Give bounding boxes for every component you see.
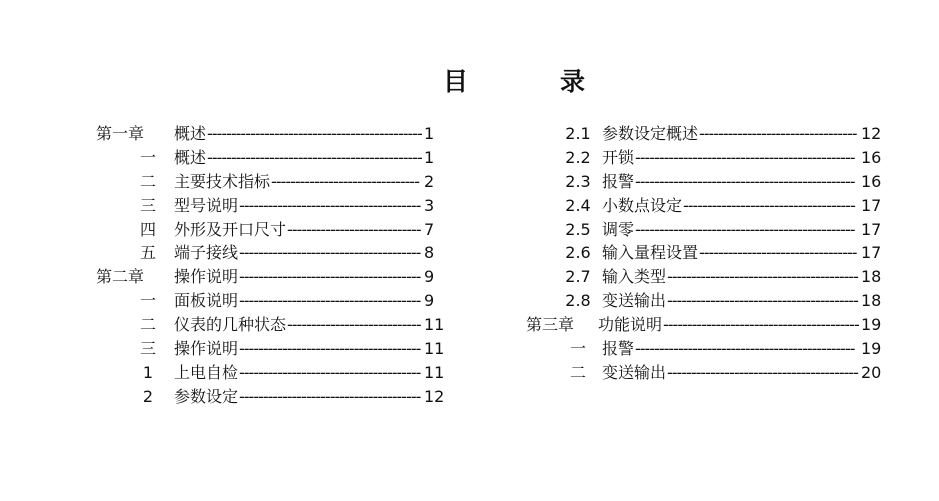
toc-chapter-label: 第三章: [526, 315, 575, 335]
toc-page-number: 17: [861, 219, 882, 239]
toc-leader: -------------------------------: [271, 171, 419, 191]
toc-section-number: 2.2: [565, 147, 591, 167]
toc-title-right: 录: [560, 67, 586, 96]
toc-section-number: 2.4: [565, 195, 591, 215]
toc-entry[interactable]: [526, 361, 886, 385]
toc-leader: ----------------------------------------: [667, 267, 858, 287]
toc-entry-title: 参数设定: [174, 386, 239, 406]
toc-section-number: 二: [569, 362, 586, 382]
toc-page-number: 12: [861, 124, 882, 143]
toc-page-number: 19: [861, 315, 882, 335]
toc-leader: ----------------------------------------------: [635, 147, 855, 167]
toc-leader: --------------------------------------: [239, 291, 421, 311]
toc-entry-title: 输入量程设置: [602, 243, 699, 263]
toc-page-number: 20: [861, 362, 882, 382]
toc-section-number: 一: [139, 291, 156, 311]
toc-page-number: 11: [424, 362, 445, 382]
toc-page-number: 2: [424, 171, 435, 191]
toc-page-number: 18: [861, 267, 882, 287]
toc-page-number: 16: [861, 171, 882, 191]
toc-page-number: 17: [861, 195, 882, 215]
toc-entry-title: 外形及开口尺寸: [174, 219, 287, 239]
toc-title: [0, 62, 939, 96]
toc-entry[interactable]: [526, 122, 886, 146]
toc-page-number: 1: [424, 147, 435, 167]
toc-page-number: 9: [424, 291, 435, 311]
toc-entry[interactable]: [96, 265, 446, 289]
toc-entry[interactable]: [96, 385, 446, 409]
toc-entry[interactable]: [96, 361, 446, 385]
toc-leader: --------------------------------------: [239, 362, 421, 382]
toc-leader: ------------------------------------: [683, 195, 855, 215]
toc-entry[interactable]: [526, 313, 886, 337]
toc-leader: --------------------------------------: [239, 267, 421, 287]
toc-page-number: 11: [424, 339, 445, 359]
toc-page-number: 19: [861, 339, 882, 359]
toc-page-number: 11: [424, 315, 445, 335]
toc-entry-title: 主要技术指标: [174, 171, 271, 191]
toc-section-number: 2: [142, 386, 154, 406]
toc-entry-title: 端子接线: [174, 243, 239, 263]
toc-entry-title: 变送输出: [602, 291, 667, 311]
toc-leader: ----------------------------------------------: [635, 339, 855, 359]
toc-entry[interactable]: [96, 337, 446, 361]
toc-leader: ----------------------------: [287, 315, 421, 335]
toc-section-number: 1: [142, 362, 154, 382]
toc-leader: ----------------------------------------: [667, 291, 858, 311]
toc-entry-title: 面板说明: [174, 291, 239, 311]
toc-section-number: 一: [569, 339, 586, 359]
toc-entry[interactable]: [96, 218, 446, 242]
toc-entry[interactable]: [526, 241, 886, 265]
toc-entry[interactable]: [96, 146, 446, 170]
toc-section-number: 二: [139, 315, 156, 335]
toc-section-number: 五: [139, 243, 156, 263]
toc-title-left: 目: [443, 67, 469, 96]
toc-right-column: [526, 122, 886, 385]
toc-entry-title: 开锁: [602, 147, 635, 167]
toc-section-number: 2.7: [565, 267, 591, 287]
toc-entry-title: 调零: [602, 219, 635, 239]
toc-entry[interactable]: [526, 265, 886, 289]
toc-chapter-label: 第二章: [96, 267, 145, 287]
toc-entry-title: 上电自检: [174, 362, 239, 382]
toc-section-number: 2.5: [565, 219, 591, 239]
toc-entry-title: 报警: [602, 339, 635, 359]
toc-entry[interactable]: [96, 289, 446, 313]
toc-entry-title: 操作说明: [174, 267, 239, 287]
toc-entry-title: 概述: [174, 124, 207, 143]
toc-entry-title: 功能说明: [598, 315, 663, 335]
toc-section-number: 一: [139, 147, 156, 167]
toc-leader: ---------------------------------: [699, 243, 857, 263]
toc-leader: --------------------------------------: [239, 195, 421, 215]
toc-entry-title: 变送输出: [602, 362, 667, 382]
toc-page-number: 17: [861, 243, 882, 263]
toc-leader: --------------------------------------: [239, 386, 421, 406]
toc-entry-title: 参数设定概述: [602, 124, 699, 143]
toc-entry-title: 仪表的几种状态: [174, 315, 287, 335]
toc-page-number: 1: [424, 124, 435, 143]
toc-entry[interactable]: [526, 170, 886, 194]
toc-entry[interactable]: [526, 146, 886, 170]
toc-entry[interactable]: [96, 122, 446, 146]
toc-leader: ---------------------------------------------: [207, 124, 422, 143]
toc-leader: ---------------------------------------------: [207, 147, 422, 167]
toc-entry[interactable]: [96, 313, 446, 337]
toc-page-number: 3: [424, 195, 435, 215]
toc-entry[interactable]: [526, 218, 886, 242]
toc-page-number: 16: [861, 147, 882, 167]
toc-section-number: 2.1: [565, 124, 591, 143]
toc-leader: ----------------------------------------------: [635, 171, 855, 191]
toc-leader: --------------------------------------: [239, 339, 421, 359]
toc-entry[interactable]: [526, 289, 886, 313]
toc-left-column: [96, 122, 446, 409]
toc-leader: --------------------------------------: [239, 243, 421, 263]
toc-entry-title: 操作说明: [174, 339, 239, 359]
toc-section-number: 2.6: [565, 243, 591, 263]
toc-leader: -----------------------------------------: [663, 315, 859, 335]
toc-section-number: 三: [139, 339, 156, 359]
toc-entry-title: 概述: [174, 147, 207, 167]
toc-entry-title: 报警: [602, 171, 635, 191]
toc-leader: ----------------------------------------------: [635, 219, 855, 239]
toc-page-number: 12: [424, 386, 445, 406]
toc-chapter-label: 第一章: [96, 124, 145, 143]
toc-entry[interactable]: [96, 241, 446, 265]
toc-page-number: 9: [424, 267, 435, 287]
toc-section-number: 四: [139, 219, 156, 239]
toc-section-number: 三: [139, 195, 156, 215]
toc-section-number: 2.3: [565, 171, 591, 191]
toc-page-number: 8: [424, 243, 435, 263]
toc-entry[interactable]: [96, 170, 446, 194]
toc-entry[interactable]: [96, 194, 446, 218]
toc-page-number: 18: [861, 291, 882, 311]
toc-entry-title: 输入类型: [602, 267, 667, 287]
toc-entry[interactable]: [526, 337, 886, 361]
toc-section-number: 2.8: [565, 291, 591, 311]
toc-entry-title: 型号说明: [174, 195, 239, 215]
toc-leader: ----------------------------------------: [667, 362, 858, 382]
toc-entry-title: 小数点设定: [602, 195, 683, 215]
toc-entry[interactable]: [526, 194, 886, 218]
toc-leader: ----------------------------: [287, 219, 421, 239]
toc-section-number: 二: [139, 171, 156, 191]
toc-leader: ---------------------------------: [699, 124, 857, 143]
toc-page-number: 7: [424, 219, 435, 239]
